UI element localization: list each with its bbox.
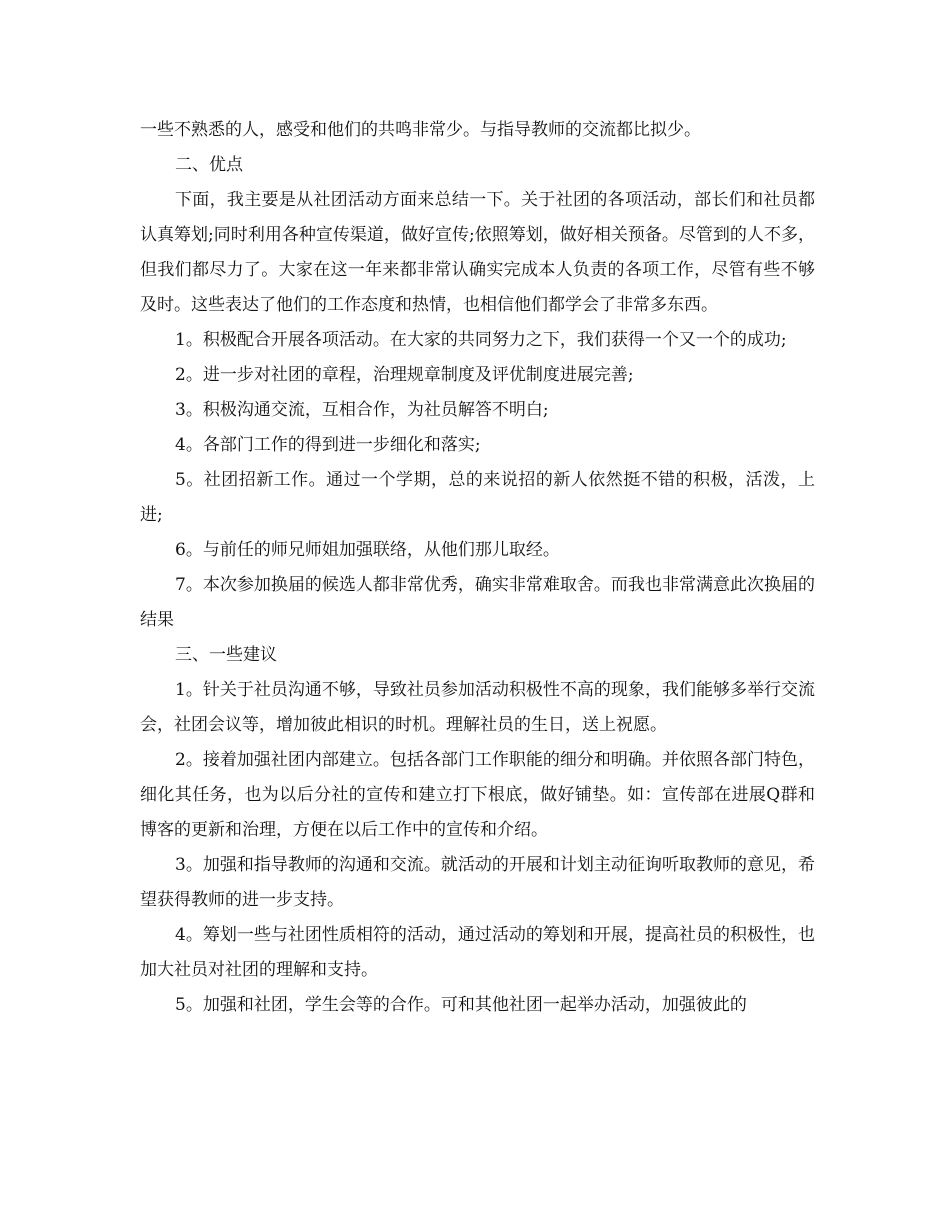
list-item: 3。积极沟通交流，互相合作，为社员解答不明白;	[175, 400, 549, 420]
list-item: 1。针关于社员沟通不够，导致社员参加活动积极性不高的现象，我们能够多举行交流会，社团会议等，增加彼此相识的时机。理解社员的生日，送上祝愿。	[140, 680, 815, 735]
section-heading: 二、优点	[175, 155, 243, 175]
section-heading: 三、一些建议	[175, 645, 277, 665]
list-item: 1。积极配合开展各项活动。在大家的共同努力之下，我们获得一个又一个的成功;	[175, 330, 787, 350]
paragraph: 一些不熟悉的人，感受和他们的共鸣非常少。与指导教师的交流都比拟少。	[140, 120, 701, 140]
list-item: 2。进一步对社团的章程，治理规章制度及评优制度进展完善;	[175, 365, 634, 385]
document-body	[140, 113, 815, 1023]
list-item: 4。筹划一些与社团性质相符的活动，通过活动的筹划和开展，提高社员的积极性，也加大社员对社团的理解和支持。	[140, 925, 815, 980]
list-item: 4。各部门工作的得到进一步细化和落实;	[175, 435, 481, 455]
paragraph: 下面，我主要是从社团活动方面来总结一下。关于社团的各项活动，部长们和社员都认真筹划;同时利用各种宣传渠道，做好宣传;依照筹划，做好相关预备。尽管到的人不多，但我们都尽力了。大家在这一年来都非常认确实完成本人负责的各项工作，尽管有些不够及时。这些表达了他们的工作态度和热情，也相信他们都学会了非常多东西。	[140, 190, 815, 315]
list-item: 6。与前任的师兄师姐加强联络，从他们那儿取经。	[175, 540, 560, 560]
list-item: 2。接着加强社团内部建立。包括各部门工作职能的细分和明确。并依照各部门特色，细化其任务，也为以后分社的宣传和建立打下根底，做好铺垫。如：宣传部在进展Q群和博客的更新和治理，方便在以后工作中的宣传和介绍。	[140, 750, 815, 840]
list-item: 5。社团招新工作。通过一个学期，总的来说招的新人依然挺不错的积极，活泼，上进;	[140, 470, 815, 525]
list-item: 5。加强和社团，学生会等的合作。可和其他社团一起举办活动，加强彼此的	[175, 995, 747, 1015]
list-item: 7。本次参加换届的候选人都非常优秀，确实非常难取舍。而我也非常满意此次换届的结果	[140, 575, 815, 630]
list-item: 3。加强和指导教师的沟通和交流。就活动的开展和计划主动征询听取教师的意见，希望获得教师的进一步支持。	[140, 855, 815, 910]
